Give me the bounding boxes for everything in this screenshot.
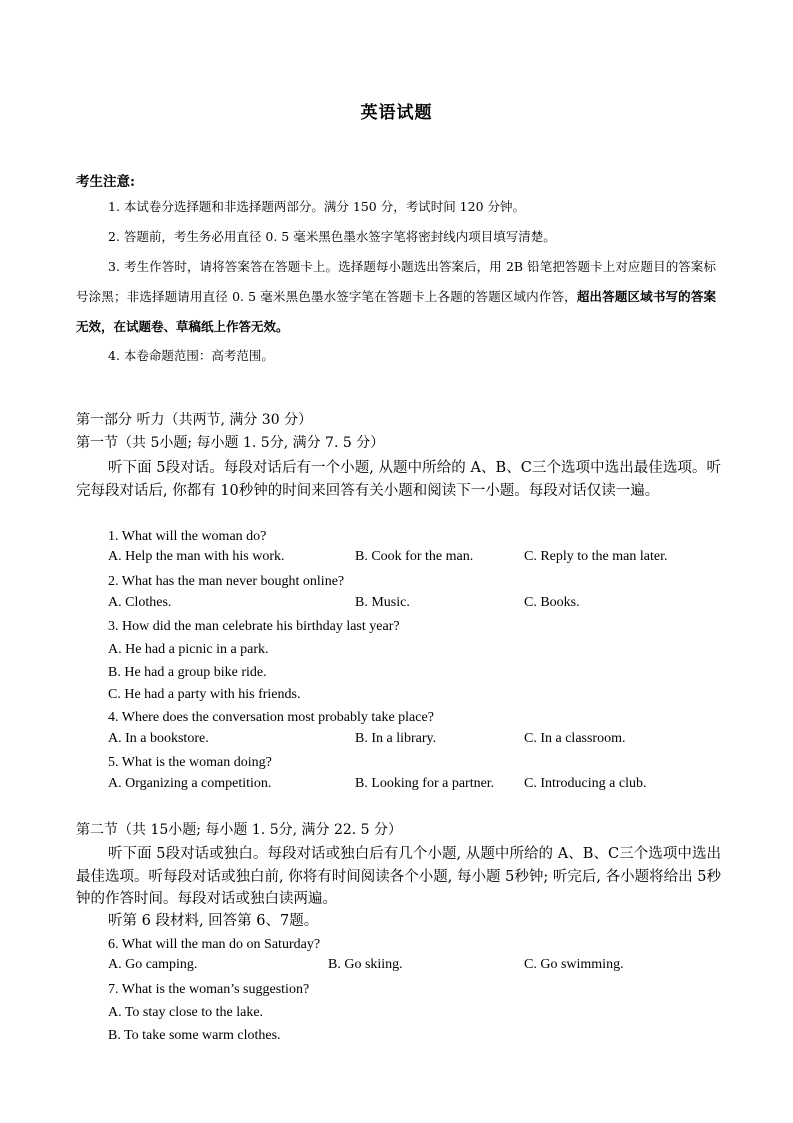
notice-heading: 考生注意:: [76, 174, 135, 190]
option-c: C. Reply to the man later.: [524, 549, 668, 564]
option-b: B. Looking for a partner.: [355, 776, 495, 791]
section2-instructions: 听下面 5段对话或独白。每段对话或独白后有几个小题, 从题中所给的 A、B、C三个选项中选出最佳选项。听每段对话或独白前, 你将有时间阅读各个小题, 每小题 5秒钟; 听完后, 各小题将给出 5秒钟的作答时间。每段对话或独白读两遍。: [76, 846, 721, 907]
option-a: A. Clothes.: [108, 595, 172, 610]
option-b: B. Music.: [355, 595, 410, 610]
notice-item-4: 4. 本卷命题范围：高考范围。: [108, 348, 274, 363]
question-7-stem: 7. What is the woman’s suggestion?: [108, 982, 310, 997]
question-3-option-c: C. He had a party with his friends.: [108, 687, 301, 702]
option-a: A. Help the man with his work.: [108, 549, 285, 564]
question-6-stem: 6. What will the man do on Saturday?: [108, 937, 321, 952]
page-title: 英语试题: [360, 103, 433, 123]
question-7-option-a: A. To stay close to the lake.: [108, 1005, 264, 1020]
option-c: C. Introducing a club.: [524, 776, 647, 791]
notice-item-3: 3. 考生作答时，请将答案答在答题卡上。选择题每小题选出答案后，用 2B 铅笔把答题卡上对应题目的答案标号涂黑；非选择题请用直径 0. 5 毫米黑色墨水签字笔在答题卡上各题的答题区域内作答，超出答题区域书写的答案无效，在试题卷、草稿纸上作答无效。: [76, 259, 716, 334]
option-c: C. In a classroom.: [524, 731, 626, 746]
part1-heading: 第一部分 听力（共两节, 满分 30 分）: [76, 412, 313, 428]
option-b: B. In a library.: [355, 731, 437, 746]
material-6-instruction: 听第 6 段材料, 回答第 6、7题。: [108, 913, 319, 929]
question-2-stem: 2. What has the man never bought online?: [108, 574, 345, 589]
section1-heading: 第一节（共 5小题; 每小题 1. 5分, 满分 7. 5 分）: [76, 435, 385, 451]
option-b: B. Cook for the man.: [355, 549, 474, 564]
question-3-stem: 3. How did the man celebrate his birthday last year?: [108, 619, 400, 634]
notice-item-2: 2. 答题前，考生务必用直径 0. 5 毫米黑色墨水签字笔将密封线内项目填写清楚。: [108, 229, 556, 244]
option-b: B. Go skiing.: [328, 957, 403, 972]
question-5-stem: 5. What is the woman doing?: [108, 755, 272, 770]
notice-item-1: 1. 本试卷分选择题和非选择题两部分。满分 150 分，考试时间 120 分钟。: [108, 199, 526, 214]
option-c: C. Go swimming.: [524, 957, 624, 972]
question-3-option-b: B. He had a group bike ride.: [108, 665, 267, 680]
option-a: A. Go camping.: [108, 957, 198, 972]
question-3-option-a: A. He had a picnic in a park.: [108, 642, 269, 657]
option-a: A. Organizing a competition.: [108, 776, 272, 791]
notice-item-3-emphasis: 超出答题区域书写的答案无效，在试题卷、草稿纸上作答无效。: [76, 289, 716, 334]
section2-heading: 第二节（共 15小题; 每小题 1. 5分, 满分 22. 5 分）: [76, 822, 403, 838]
question-4-stem: 4. Where does the conversation most probably take place?: [108, 710, 434, 725]
option-c: C. Books.: [524, 595, 580, 610]
question-7-option-b: B. To take some warm clothes.: [108, 1028, 281, 1043]
section1-instructions: 听下面 5段对话。每段对话后有一个小题, 从题中所给的 A、B、C三个选项中选出最佳选项。听完每段对话后, 你都有 10秒钟的时间来回答有关小题和阅读下一小题。每段对话仅读一遍。: [76, 460, 721, 499]
option-a: A. In a bookstore.: [108, 731, 209, 746]
question-1-stem: 1. What will the woman do?: [108, 529, 267, 544]
